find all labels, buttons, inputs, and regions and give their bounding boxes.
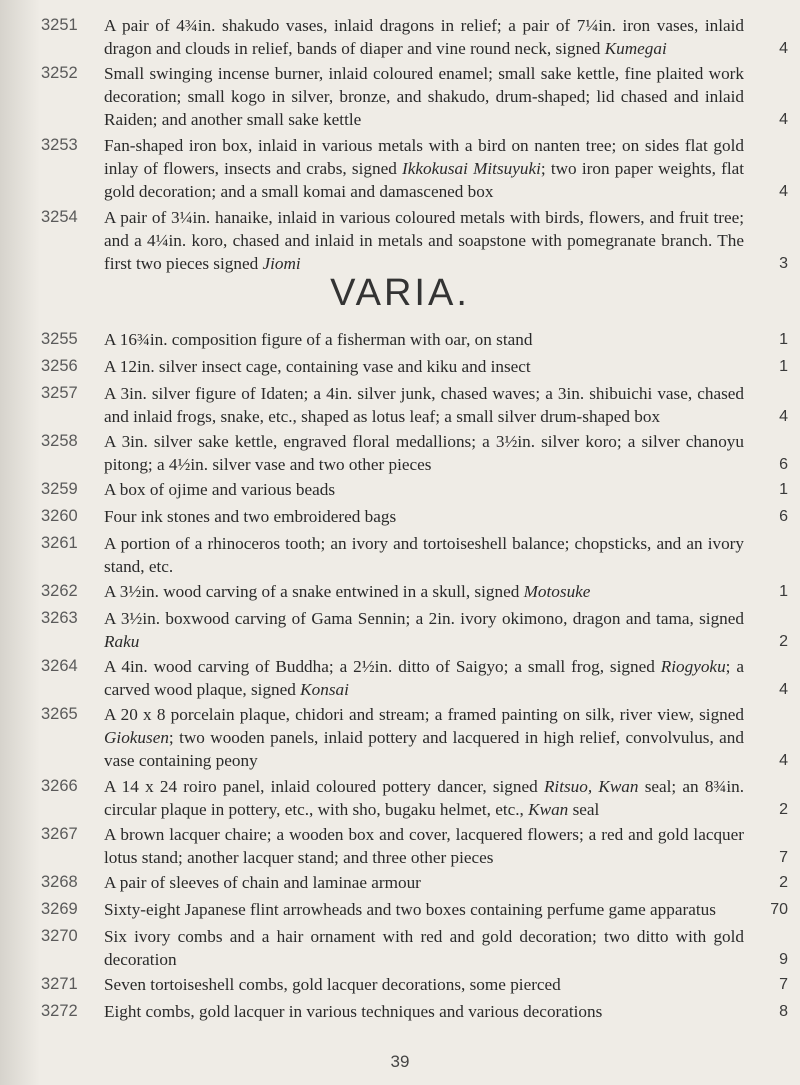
lot-quantity: 7 [779,849,788,866]
lot-quantity: 4 [779,111,788,128]
lot-description: Four ink stones and two embroidered bags [104,507,397,526]
lot-quantity: 8 [779,1003,788,1020]
lot-description: A 4in. wood carving of Buddha; a 2½in. ditto of Saigyo; a small frog, signed Riogyoku; a carved wood plaque, signed Konsai [104,657,745,699]
lot-number: 3262 [41,582,78,600]
lot-number: 3271 [41,975,78,993]
lot-number: 3251 [41,16,78,34]
lot-number: 3258 [41,432,78,450]
lot-quantity: 1 [779,583,788,600]
lot-description: A 3in. silver figure of Idaten; a 4in. silver junk, chased waves; a 3in. shibuichi vase, chased and inlaid frogs, snake, etc., shaped as lotus leaf; a small silver drum-shaped box [104,384,744,426]
lot-number: 3269 [41,900,78,918]
lot-number: 3260 [41,507,78,525]
lot-quantity: 3 [779,255,788,272]
lot-number: 3252 [41,64,78,82]
lot-quantity: 2 [779,801,788,818]
lot-description: Fan-shaped iron box, inlaid in various metals with a bird on nanten tree; on sides flat gold inlay of flowers, insects and crabs, signed Ikkokusai Mitsuyuki; two iron paper weights, flat gold decoration; and a small komai and damascened box [104,136,744,201]
lot-quantity: 6 [779,456,788,473]
lot-quantity: 7 [779,976,788,993]
lot-description: A 16¾in. composition figure of a fisherman with oar, on stand [104,330,533,349]
lot-number: 3267 [41,825,78,843]
lot-description: A 3½in. wood carving of a snake entwined in a skull, signed Motosuke [104,582,591,601]
lot-number: 3254 [41,208,78,226]
lot-quantity: 2 [779,633,788,650]
lot-number: 3256 [41,357,78,375]
lot-number: 3270 [41,927,78,945]
lot-number: 3264 [41,657,78,675]
lot-description: Seven tortoiseshell combs, gold lacquer decorations, some pierced [104,975,561,994]
lot-number: 3257 [41,384,78,402]
lot-number: 3265 [41,705,78,723]
section-heading: VARIA. [330,272,470,314]
page-edge-shadow [0,0,40,1085]
lot-number: 3263 [41,609,78,627]
lot-quantity: 4 [779,408,788,425]
lot-description: Small swinging incense burner, inlaid coloured enamel; small sake kettle, fine plaited work decoration; small kogo in silver, bronze, and shakudo, drum-shaped; lid chased and inlaid Raiden; and another small sake kettle [104,64,744,129]
lot-quantity: 4 [779,40,788,57]
lot-number: 3253 [41,136,78,154]
lot-quantity: 2 [779,874,788,891]
lot-description: A box of ojime and various beads [104,480,336,499]
lot-description: Six ivory combs and a hair ornament with red and gold decoration; two ditto with gold decoration [104,927,744,969]
lot-quantity: 1 [779,358,788,375]
lot-description: A pair of 4¾in. shakudo vases, inlaid dragons in relief; a pair of 7¼in. iron vases, inlaid dragon and clouds in relief, bands of diaper and vine round neck, signed Kumegai [104,16,744,58]
lot-description: A pair of 3¼in. hanaike, inlaid in various coloured metals with birds, flowers, and fruit tree; and a 4¼in. koro, chased and inlaid in metals and soapstone with pomegranate branch. The first two pieces signed Jiomi [104,208,744,273]
lot-quantity: 1 [779,481,788,498]
lot-description: A brown lacquer chaire; a wooden box and cover, lacquered flowers; a red and gold lacquer lotus stand; another lacquer stand; and three other pieces [104,825,744,867]
page-number: 39 [390,1052,410,1071]
lot-quantity: 70 [770,901,788,918]
lot-description: A 20 x 8 porcelain plaque, chidori and stream; a framed painting on silk, river view, signed Giokusen; two wooden panels, inlaid pottery and lacquered in high relief, convolvulus, and vase containing peony [104,705,744,770]
lot-description: A pair of sleeves of chain and laminae armour [104,873,421,892]
lot-quantity: 9 [779,951,788,968]
lot-number: 3255 [41,330,78,348]
lot-number: 3261 [41,534,78,552]
lot-quantity: 6 [779,508,788,525]
lot-number: 3268 [41,873,78,891]
lot-number: 3272 [41,1002,78,1020]
lot-description: A 12in. silver insect cage, containing vase and kiku and insect [104,357,531,376]
lot-quantity: 4 [779,681,788,698]
lot-quantity: 4 [779,752,788,769]
lot-number: 3266 [41,777,78,795]
lot-description: Eight combs, gold lacquer in various techniques and various decorations [104,1002,603,1021]
lot-description: A 14 x 24 roiro panel, inlaid coloured pottery dancer, signed Ritsuo, Kwan seal; an 8¾in. circular plaque in pottery, etc., with sho, bugaku helmet, etc., Kwan seal [104,777,745,819]
lot-number: 3259 [41,480,78,498]
lot-description: Sixty-eight Japanese flint arrowheads and two boxes containing perfume game apparatus [104,900,716,919]
lot-description: A 3in. silver sake kettle, engraved floral medallions; a 3½in. silver koro; a silver chanoyu pitong; a 4½in. silver vase and two other pieces [104,432,744,474]
lot-description: A portion of a rhinoceros tooth; an ivory and tortoiseshell balance; chopsticks, and an ivory stand, etc. [104,534,744,576]
lot-quantity: 1 [779,331,788,348]
lot-quantity: 4 [779,183,788,200]
lot-description: A 3½in. boxwood carving of Gama Sennin; a 2in. ivory okimono, dragon and tama, signed Raku [104,609,744,651]
